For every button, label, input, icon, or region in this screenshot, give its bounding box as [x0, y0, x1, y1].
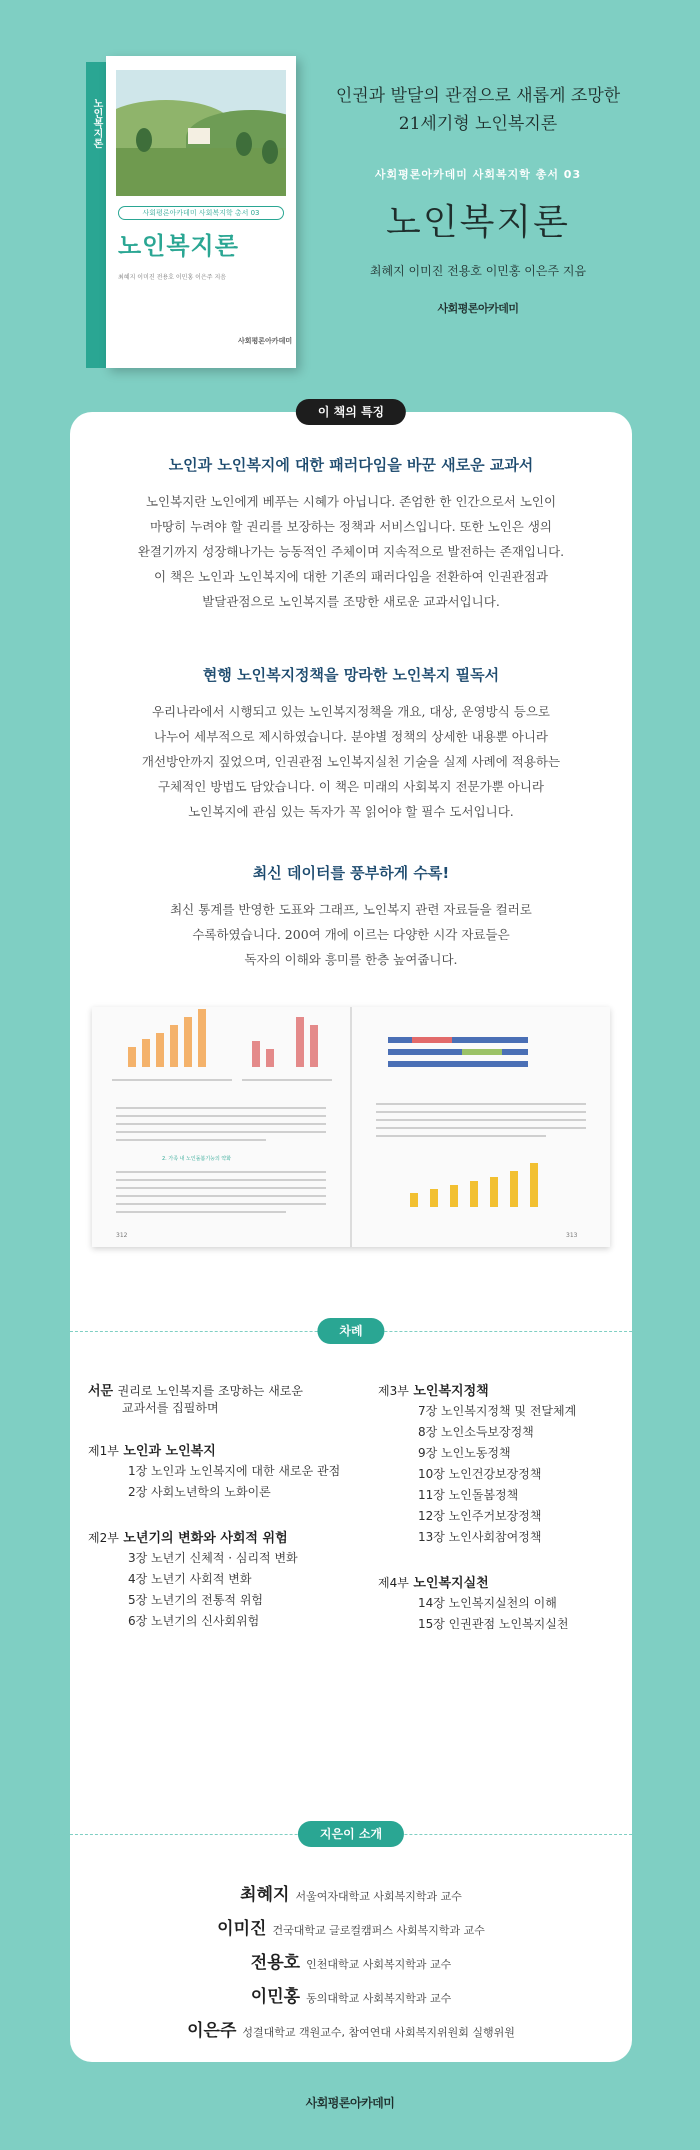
feature-body: 우리나라에서 시행되고 있는 노인복지정책을 개요, 대상, 운영방식 등으로 나누어 세부적으로 제시하였습니다. 분야별 정책의 상세한 내용뿐 아니라 개선방안까지 짚었으며, 인권관점 노인복지실천 기술을 실제 사례에 적용하는 구체적인 방법도 담았습니다. 이 책은 미래의 사회복지 전문가뿐 아니라 노인복지에 관심 있는 독자가 꼭 읽어야 할 필수 도서입니다.: [141, 704, 561, 819]
preface-title: 권리로 노인복지를 조망하는 새로운: [117, 1384, 303, 1398]
book-spine-text: 노인복지론: [91, 98, 102, 148]
cover-publisher: 사회평론아카데미: [238, 337, 293, 345]
preface-title-cont: 교과서를 집필하며: [122, 1401, 219, 1415]
feature-heading: 노인과 노인복지에 대한 패러다임을 바꾼 새로운 교과서: [168, 456, 534, 474]
toc-chapters: [88, 1548, 358, 1632]
toc-left-column: [88, 1380, 358, 1632]
toc-chapter: 13장 노인사회참여정책: [418, 1530, 542, 1544]
toc-chapter: 6장 노년기의 신사회위험: [128, 1614, 260, 1628]
book-title: 노인복지론: [386, 202, 570, 243]
book-cover-image: [86, 56, 296, 368]
author-affiliation: 인천대학교 사회복지학과 교수: [306, 1958, 452, 1971]
toc-chapter: 14장 노인복지실천의 이해: [418, 1596, 557, 1610]
toc-chapters: [378, 1401, 628, 1548]
publisher-logo: 사회평론아카데미: [437, 302, 519, 315]
left-page-number: 312: [116, 1232, 128, 1239]
authors-label: 지은이 소개: [298, 1821, 404, 1847]
author-name: 이민홍: [250, 1987, 301, 2007]
book-spine: [86, 62, 106, 368]
author-entry: [70, 1948, 632, 1973]
toc-chapter: 10장 노인건강보장정책: [418, 1467, 542, 1481]
series-name: 사회평론아카데미 사회복지학 총서 03: [374, 168, 582, 181]
feature-3: [70, 862, 632, 972]
authors-line: 최혜지 이미진 전용호 이민홍 이은주 지음: [369, 264, 587, 278]
toc-chapter: 9장 노인노동정책: [418, 1446, 511, 1460]
toc-part: 제3부 노인복지정책: [378, 1384, 489, 1399]
right-page-number: 313: [566, 1232, 578, 1239]
tagline-line-1: 인권과 발달의 관점으로 새롭게 조망한: [335, 86, 621, 106]
content-card: [70, 405, 632, 2062]
toc-part: 제4부 노인복지실천: [378, 1576, 489, 1591]
toc-chapter: 11장 노인돌봄정책: [418, 1488, 519, 1502]
feature-1: [70, 454, 632, 614]
features-label: 이 책의 특징: [296, 399, 406, 425]
toc-chapter: 2장 사회노년학의 노화이론: [128, 1485, 271, 1499]
author-name: 이은주: [187, 2021, 237, 2041]
tagline: [318, 82, 638, 138]
footer-publisher-logo: 사회평론아카데미: [305, 2096, 395, 2110]
author-affiliation: 성결대학교 객원교수, 참여연대 사회복지위원회 실행위원: [242, 2026, 515, 2039]
author-name: 전용호: [250, 1953, 301, 1973]
feature-heading: 최신 데이터를 풍부하게 수록!: [252, 864, 450, 882]
toc-chapter: 3장 노년기 신체적 · 심리적 변화: [128, 1551, 298, 1565]
toc-right-column: [378, 1380, 628, 1635]
cover-painting: [116, 70, 286, 196]
hero-section: [0, 0, 700, 400]
spread-right-page: [352, 1007, 610, 1247]
toc-chapter: 15장 인권관점 노인복지실천: [418, 1617, 569, 1631]
toc-chapter: 4장 노년기 사회적 변화: [128, 1572, 252, 1586]
toc-part: 제2부 노년기의 변화와 사회적 위험: [88, 1531, 288, 1546]
toc-chapters: [378, 1593, 628, 1635]
author-entry: [70, 2016, 632, 2041]
tagline-line-2: 21세기형 노인복지론: [398, 114, 558, 134]
author-affiliation: 동의대학교 사회복지학과 교수: [306, 1992, 452, 2005]
author-affiliation: 건국대학교 글로컬캠퍼스 사회복지학과 교수: [272, 1924, 485, 1937]
cover-authors: 최혜지 이미진 전용호 이민홍 이은주 지음: [118, 274, 227, 281]
feature-2: [70, 664, 632, 824]
author-entry: [70, 1880, 632, 1905]
toc-label: 차례: [317, 1318, 384, 1344]
toc-chapter: 7장 노인복지정책 및 전달체계: [418, 1404, 577, 1418]
book-front: [106, 56, 296, 368]
book-spread-preview: [92, 1007, 610, 1247]
toc-chapter: 5장 노년기의 전통적 위험: [128, 1593, 263, 1607]
feature-body: 노인복지란 노인에게 베푸는 시혜가 아닙니다. 존엄한 한 인간으로서 노인이 마땅히 누려야 할 권리를 보장하는 정책과 서비스입니다. 또한 노인은 생의 완결기까지 성장해나가는 능동적인 주체이며 지속적으로 발전하는 존재입니다. 이 책은 노인과 노인복지에 대한 기존의 패러다임을 전환하여 인권관점과 발달관점으로 노인복지를 조망한 새로운 교과서입니다.: [137, 494, 565, 609]
author-entry: [70, 1982, 632, 2007]
spread-section-heading: 2. 가족 내 노인돌봄기능의 약화: [162, 1156, 232, 1162]
feature-body: 최신 통계를 반영한 도표와 그래프, 노인복지 관련 자료들을 컬러로 수록하였습니다. 200여 개에 이르는 다양한 시각 자료들은 독자의 이해와 흥미를 한층 높여줍니다.: [170, 902, 532, 967]
toc-chapters: [88, 1461, 358, 1503]
author-affiliation: 서울여자대학교 사회복지학과 교수: [295, 1890, 462, 1903]
author-entry: [70, 1914, 632, 1939]
author-name: 최혜지: [240, 1885, 290, 1905]
cover-series-badge: 사회평론아카데미 사회복지학 총서 03: [118, 206, 284, 220]
cover-title: 노인복지론: [118, 232, 239, 260]
feature-heading: 현행 노인복지정책을 망라한 노인복지 필독서: [202, 666, 500, 684]
author-name: 이미진: [217, 1919, 267, 1939]
toc-chapter: 8장 노인소득보장정책: [418, 1425, 534, 1439]
toc-preface: 서문 권리로 노인복지를 조망하는 새로운: [88, 1384, 303, 1399]
spread-left-page: [92, 1007, 350, 1247]
toc-part: 제1부 노인과 노인복지: [88, 1444, 216, 1459]
toc-chapter: 1장 노인과 노인복지에 대한 새로운 관점: [128, 1464, 341, 1478]
toc-chapter: 12장 노인주거보장정책: [418, 1509, 542, 1523]
